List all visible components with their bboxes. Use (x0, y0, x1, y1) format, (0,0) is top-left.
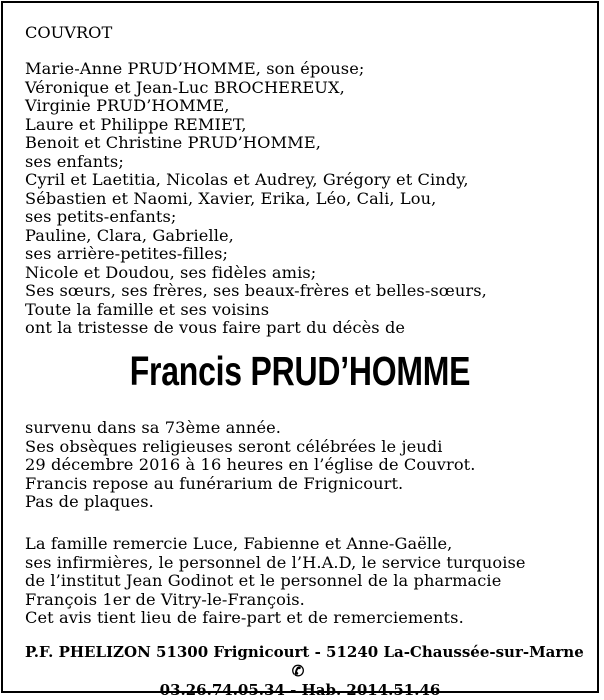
town-heading: COUVROT (25, 23, 113, 42)
family-line: ses arrière-petites-filles; (25, 244, 229, 263)
family-line: ses enfants; (25, 151, 124, 171)
family-line: ses petits-enfants; (25, 207, 177, 226)
family-line: Cyril et Laetitia, Nicolas et Audrey, Grégory et Cindy, (25, 170, 469, 189)
thanks-line: ses infirmières, le personnel de l’H.A.D, le service turquoise (25, 552, 526, 572)
thanks-line: La famille remercie Luce, Fabienne et Anne-Gaëlle, (25, 534, 453, 553)
detail-line: Ses obsèques religieuses seront célébrées le jeudi (25, 436, 443, 456)
thanks-line: Cet avis tient lieu de faire-part et de remerciements. (25, 608, 464, 627)
funeral-home-address: P.F. PHELIZON 51300 Frignicourt - 51240 La-Chaussée-sur-Marne (25, 643, 584, 661)
family-line: Ses sœurs, ses frères, ses beaux-frères et belles-sœurs, (25, 281, 487, 300)
thanks-paragraph (25, 535, 575, 628)
detail-line: Francis repose au funérarium de Frignicourt. (25, 473, 404, 493)
phone-number: 03.26.74.05.34 - Hab. 2014.51.46 (159, 681, 441, 699)
family-line: Pauline, Clara, Gabrielle, (25, 225, 234, 245)
family-line: Véronique et Jean-Luc BROCHEREUX, (25, 77, 345, 97)
family-line: Marie-Anne PRUD’HOMME, son épouse; (25, 59, 365, 78)
phone-icon: ✆ (291, 662, 305, 680)
detail-line: Pas de plaques. (25, 492, 154, 511)
funeral-home-phone (25, 662, 575, 700)
family-line: ont la tristesse de vous faire part du décès de (25, 318, 406, 337)
funeral-details (25, 419, 575, 512)
thanks-line: de l’institut Jean Godinot et le personnel de la pharmacie (25, 571, 502, 590)
detail-line: survenu dans sa 73ème année. (25, 418, 282, 437)
family-line: Nicole et Doudou, ses fidèles amis; (25, 262, 317, 282)
family-line: Benoit et Christine PRUD’HOMME, (25, 133, 322, 152)
family-line: Virginie PRUD’HOMME, (25, 96, 230, 115)
deceased-name: Francis PRUD’HOMME (129, 348, 471, 394)
detail-line: 29 décembre 2016 à 16 heures en l’église de Couvrot. (25, 455, 476, 474)
family-list (25, 60, 575, 338)
obituary-notice (1, 1, 599, 699)
funeral-home-footer (25, 643, 584, 700)
family-line: Toute la famille et ses voisins (25, 299, 270, 319)
family-line: Laure et Philippe REMIET, (25, 114, 247, 134)
thanks-line: François 1er de Vitry-le-François. (25, 589, 305, 609)
family-line: Sébastien et Naomi, Xavier, Erika, Léo, Cali, Lou, (25, 188, 437, 208)
